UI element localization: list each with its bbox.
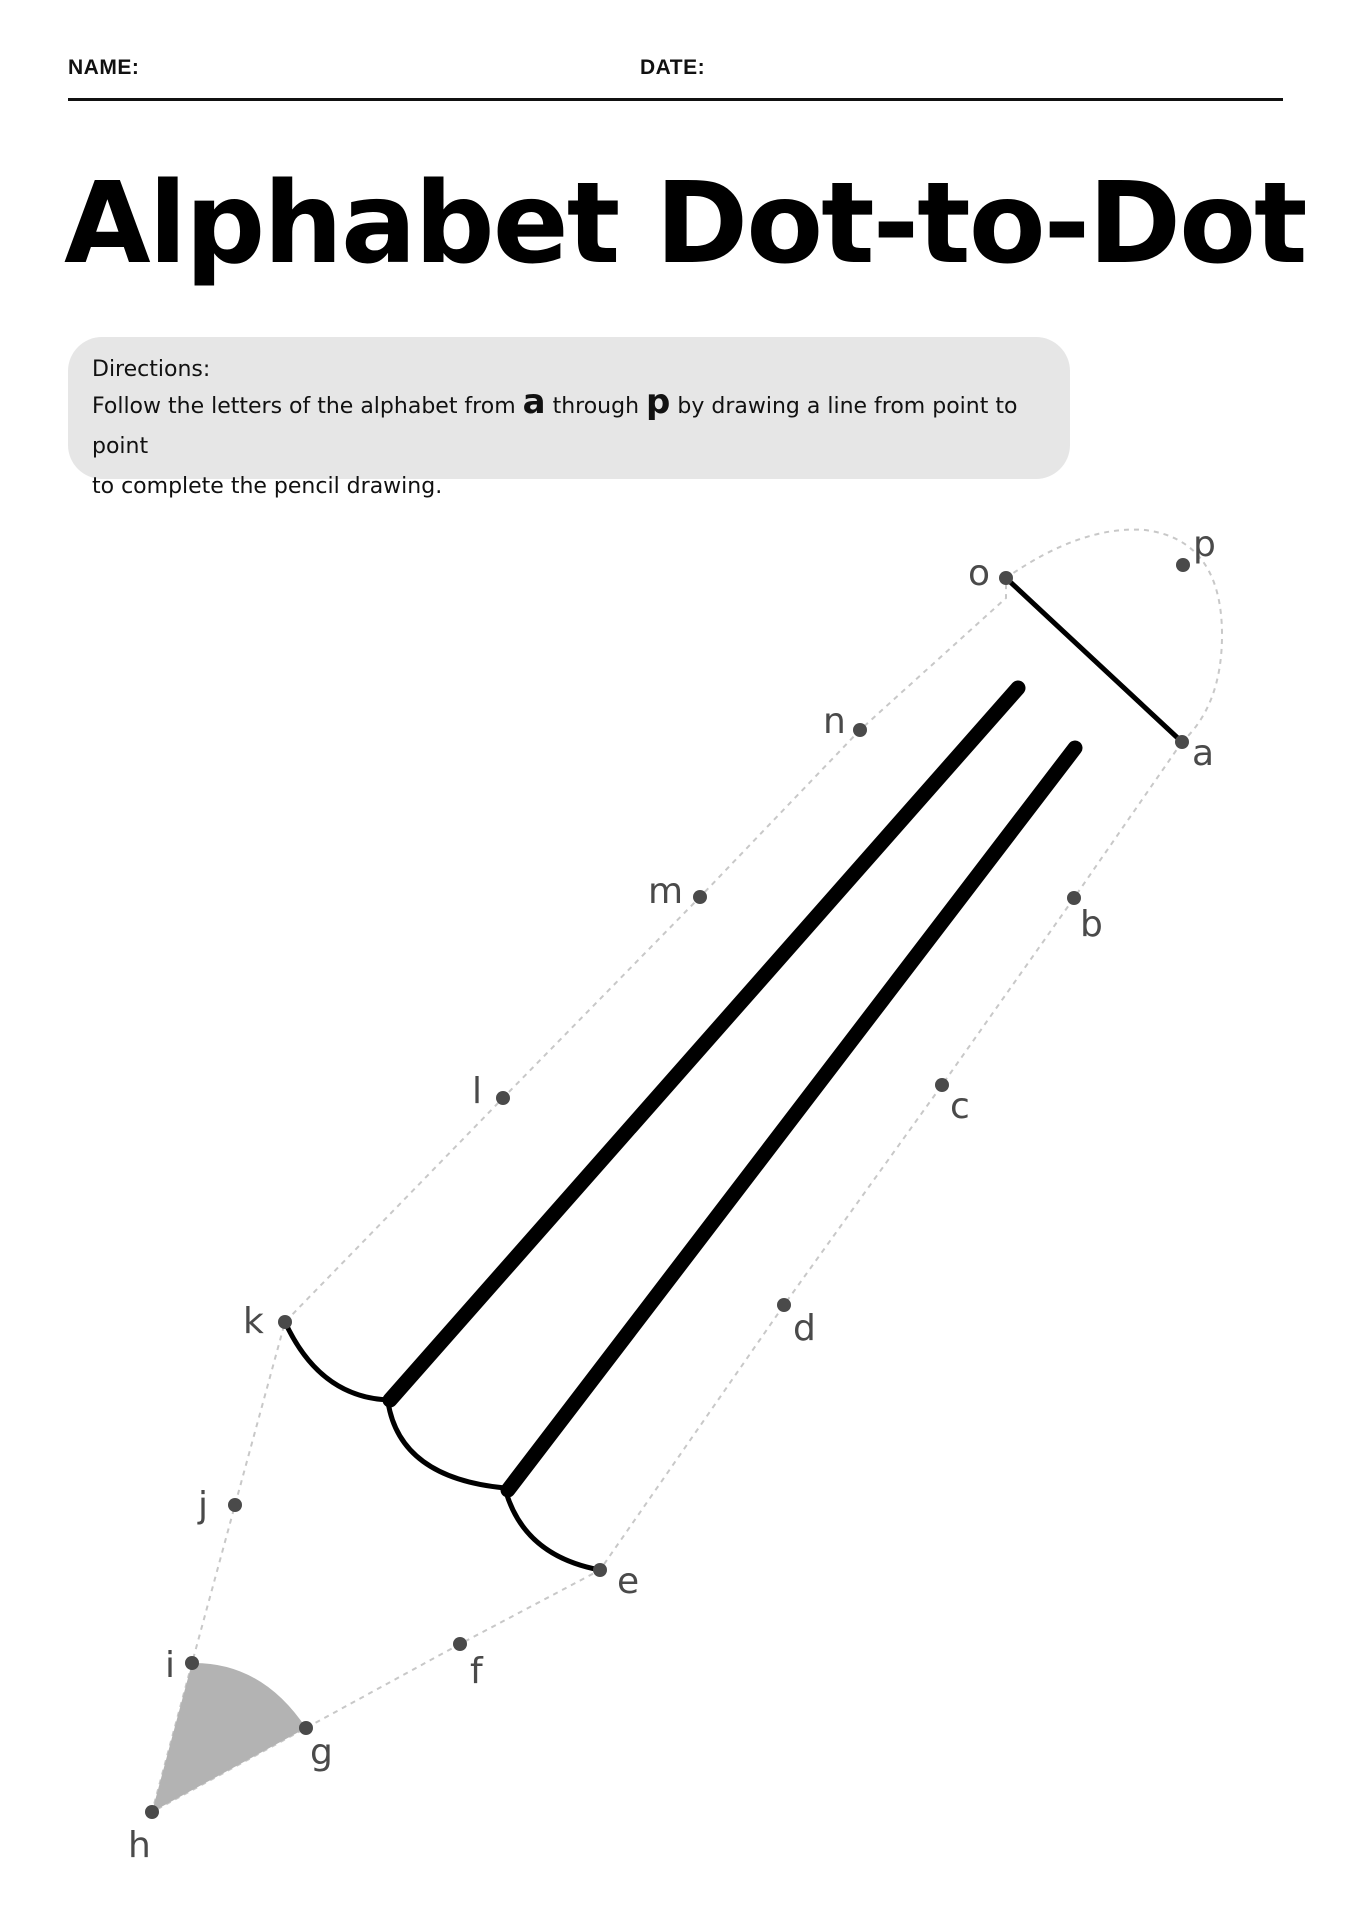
dot-labels bbox=[128, 524, 1216, 1866]
dot-label-c: c bbox=[950, 1086, 970, 1127]
pencil-body-line-right bbox=[508, 748, 1075, 1490]
pencil-scallop-3 bbox=[506, 1492, 600, 1570]
dot-c[interactable] bbox=[935, 1078, 949, 1092]
dot-group bbox=[145, 558, 1190, 1819]
dot-label-g: g bbox=[310, 1732, 333, 1773]
dot-j[interactable] bbox=[228, 1498, 242, 1512]
dot-e[interactable] bbox=[593, 1563, 607, 1577]
directions-text-part1: Follow the letters of the alphabet from bbox=[92, 394, 516, 419]
directions-text-part3: by drawing a line from point to point bbox=[92, 394, 1018, 459]
dot-n[interactable] bbox=[853, 723, 867, 737]
pencil-body-line-left bbox=[390, 688, 1018, 1400]
dot-label-f: f bbox=[470, 1651, 483, 1692]
directions-text-line2: to complete the pencil drawing. bbox=[92, 474, 443, 499]
dotted-guide-path bbox=[152, 530, 1222, 1812]
pencil-tip-graphite bbox=[152, 1663, 306, 1812]
dot-label-b: b bbox=[1080, 904, 1103, 945]
pencil-scallop-2 bbox=[388, 1402, 505, 1488]
date-label: DATE: bbox=[640, 56, 706, 79]
end-letter: p bbox=[646, 382, 671, 422]
directions-heading: Directions: bbox=[92, 357, 211, 382]
dot-label-d: d bbox=[793, 1308, 816, 1349]
name-label: NAME: bbox=[68, 56, 140, 79]
eraser-end-line bbox=[1006, 578, 1182, 742]
dot-b[interactable] bbox=[1067, 891, 1081, 905]
start-letter: a bbox=[522, 382, 546, 422]
dot-label-k: k bbox=[243, 1301, 264, 1342]
dot-label-n: n bbox=[823, 701, 846, 742]
dot-f[interactable] bbox=[453, 1637, 467, 1651]
dot-l[interactable] bbox=[496, 1091, 510, 1105]
dot-label-p: p bbox=[1193, 524, 1216, 565]
dot-d[interactable] bbox=[777, 1298, 791, 1312]
dot-m[interactable] bbox=[693, 890, 707, 904]
page-title: Alphabet Dot-to-Dot bbox=[64, 159, 1306, 289]
dot-i[interactable] bbox=[185, 1656, 199, 1670]
dot-label-e: e bbox=[617, 1561, 640, 1602]
dot-label-j: j bbox=[198, 1485, 209, 1526]
dot-label-h: h bbox=[128, 1825, 151, 1866]
dot-label-o: o bbox=[968, 553, 991, 594]
dot-h[interactable] bbox=[145, 1805, 159, 1819]
dot-a[interactable] bbox=[1175, 735, 1189, 749]
dot-label-m: m bbox=[648, 871, 684, 912]
pencil-scallop-1 bbox=[285, 1322, 390, 1400]
dot-k[interactable] bbox=[278, 1315, 292, 1329]
dot-label-i: i bbox=[165, 1645, 176, 1686]
dot-o[interactable] bbox=[999, 571, 1013, 585]
directions-text-part2: through bbox=[552, 394, 640, 419]
dot-p[interactable] bbox=[1176, 558, 1190, 572]
dot-label-l: l bbox=[472, 1071, 483, 1112]
dot-label-a: a bbox=[1192, 733, 1215, 774]
